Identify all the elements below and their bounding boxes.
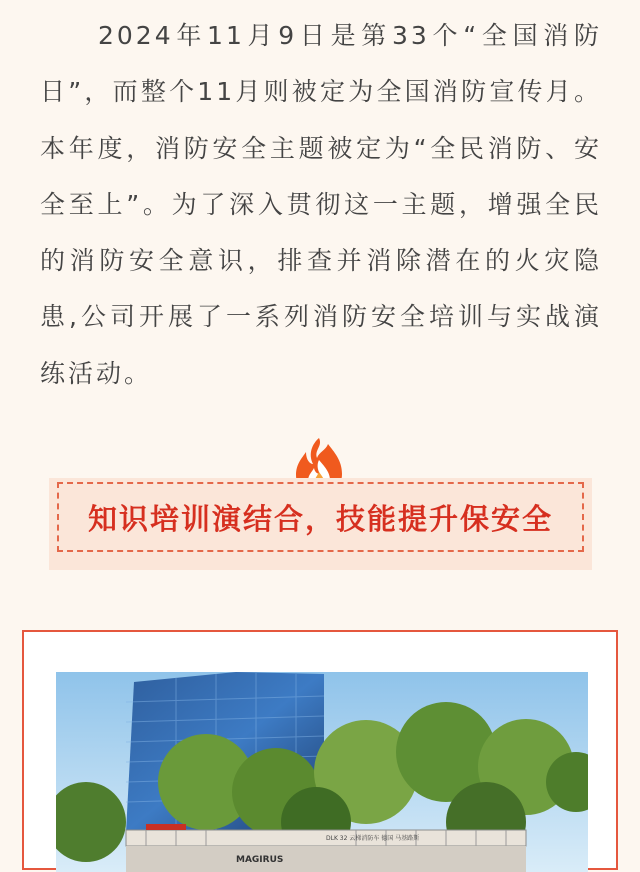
- photo-frame: [22, 630, 618, 870]
- section-title: 知识培训演结合，技能提升保安全: [87, 501, 553, 536]
- truck-side-text: DLK 32 云梯消防车 德国 马基路斯: [326, 835, 420, 842]
- fire-truck-ladder: [126, 824, 526, 872]
- banner-dashed-border: [57, 482, 584, 552]
- section-banner: [49, 478, 592, 570]
- event-photo: [56, 672, 588, 872]
- intro-paragraph: 2024年11月9日是第33个“全国消防日”，而整个11月则被定为全国消防宣传月。本年度，消防安全主题被定为“全民消防、安全至上”。为了深入贯彻这一主题，增强全民的消防安全意识，排查并消除潜在的火灾隐患,公司开展了一系列消防安全培训与实战演练活动。: [40, 21, 602, 388]
- photo-illustration: [56, 672, 588, 872]
- truck-brand: MAGIRUS: [236, 855, 284, 865]
